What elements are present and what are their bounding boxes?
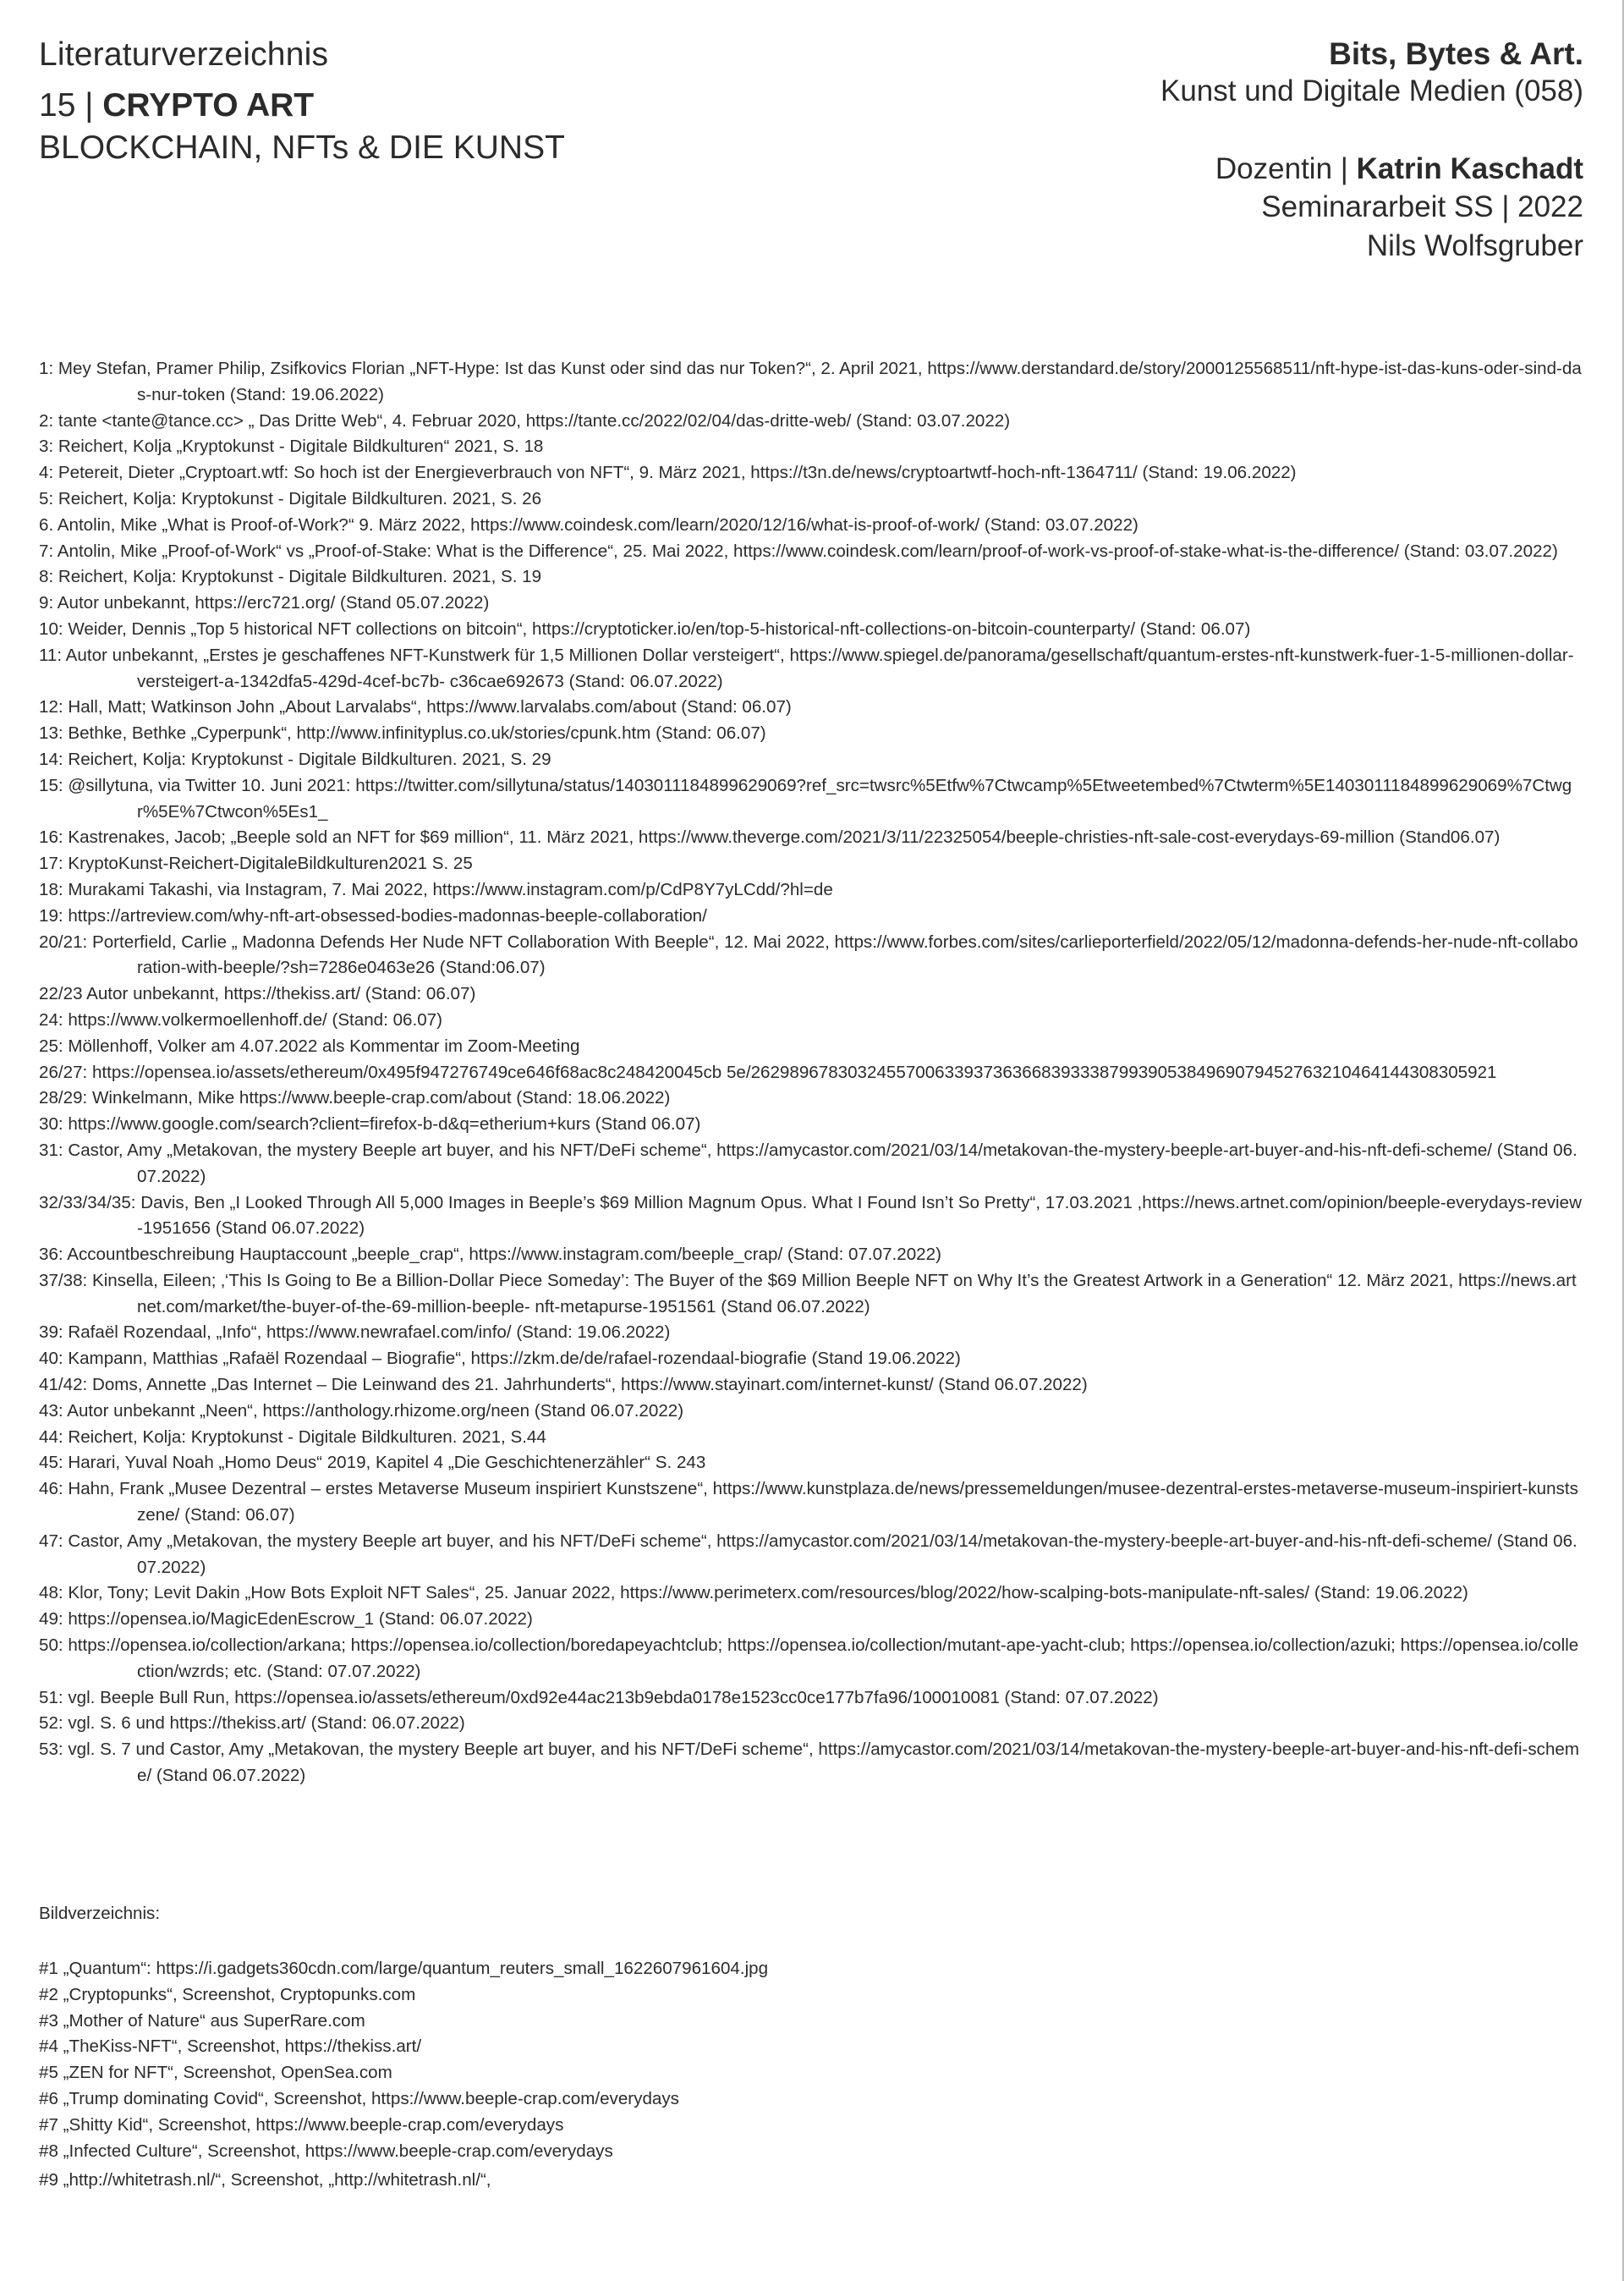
reference-entry: 28/29: Winkelmann, Mike https://www.beeple-crap.com/about (Stand: 18.06.2022) xyxy=(39,1088,671,1108)
reference-entry: 17: KryptoKunst-Reichert-DigitaleBildkulturen2021 S. 25 xyxy=(39,854,473,874)
reference-entry: 44: Reichert, Kolja: Kryptokunst - Digitale Bildkulturen. 2021, S.44 xyxy=(39,1426,546,1447)
reference-entry: 40: Kampann, Matthias „Rafaël Rozendaal – Biografie“, https://zkm.de/de/rafael-rozendaal-biografie (Stand 19.06.2022) xyxy=(39,1349,961,1369)
reference-entry: 19: https://artreview.com/why-nft-art-obsessed-bodies-madonnas-beeple-collaboration/ xyxy=(39,905,707,926)
image-entry: #5 „ZEN for NFT“, Screenshot, OpenSea.com xyxy=(39,2063,392,2083)
reference-entry: 6. Antolin, Mike „What is Proof-of-Work?“ 9. März 2022, https://www.coindesk.com/learn/2020/12/16/what-is-proof-of-work/ (Stand: 03.07.2022) xyxy=(39,514,1138,535)
reference-entry: 4: Petereit, Dieter „Cryptoart.wtf: So hoch ist der Energieverbrauch von NFT“, 9. März 2021, https://t3n.de/news/cryptoartwtf-hoch-nft-1364711/ (Stand: 19.06.2022) xyxy=(39,463,1297,483)
image-entry: #8 „Infected Culture“, Screenshot, https://www.beeple-crap.com/everydays xyxy=(39,2141,613,2161)
reference-entry: 22/23 Autor unbekannt, https://thekiss.art/ (Stand: 06.07) xyxy=(39,984,476,1004)
reference-entry: 48: Klor, Tony; Levit Dakin „How Bots Exploit NFT Sales“, 25. Januar 2022, https://www.perimeterx.com/resources/blog/2022/how-scalping-bots-manipulate-nft-sales/ (Stand: 19.06.2022) xyxy=(39,1583,1468,1603)
reference-entry: 36: Accountbeschreibung Hauptaccount „beeple_crap“, https://www.instagram.com/beeple_crap/ (Stand: 07.07.2022) xyxy=(39,1245,941,1265)
course-title: Bits, Bytes & Art. xyxy=(1329,36,1583,71)
reference-entry: 49: https://opensea.io/MagicEdenEscrow_1 (Stand: 06.07.2022) xyxy=(39,1609,533,1630)
header-right xyxy=(1160,36,1583,266)
reference-entry: 50: https://opensea.io/collection/arkana; https://opensea.io/collection/boredapeyachtclub; https://opensea.io/collection/mutant-ape-yacht-club; https://opensea.io/collection/azuki; https://opensea.io/collection/wzrds; etc. (Stand: 07.07.2022) xyxy=(39,1635,1579,1681)
reference-entry: 41/42: Doms, Annette „Das Internet – Die Leinwand des 21. Jahrhunderts“, https://www.stayinart.com/internet-kunst/ (Stand 06.07.2022) xyxy=(39,1375,1088,1395)
lecturer-label: Dozentin | xyxy=(1215,152,1348,185)
image-entry: #6 „Trump dominating Covid“, Screenshot, https://www.beeple-crap.com/everydays xyxy=(39,2088,679,2108)
image-entry: #3 „Mother of Nature“ aus SuperRare.com xyxy=(39,2010,365,2031)
image-entry: #1 „Quantum“: https://i.gadgets360cdn.com/large/quantum_reuters_small_1622607961604.jpg xyxy=(39,1959,769,1978)
reference-entry: 53: vgl. S. 7 und Castor, Amy „Metakovan, the mystery Beeple art buyer, and his NFT/DeFi scheme“, https://amycastor.com/2021/03/14/metakovan-the-mystery-beeple-art-buyer-and-his-nft-defi-scheme/ (Stand 06.07.2022) xyxy=(39,1740,1580,1786)
image-entry: #4 „TheKiss-NFT“, Screenshot, https://thekiss.art/ xyxy=(39,2036,422,2057)
reference-entry: 18: Murakami Takashi, via Instagram, 7. Mai 2022, https://www.instagram.com/p/CdP8Y7yLCdd/?hl=de xyxy=(39,879,833,899)
reference-entry: 7: Antolin, Mike „Proof-of-Work“ vs „Proof-of-Stake: What is the Difference“, 25. Mai 2022, https://www.coindesk.com/learn/proof-of-work-vs-proof-of-stake-what-is-the-difference/ (Stand: 03.07.2022) xyxy=(39,541,1558,561)
course-subtitle: Kunst und Digitale Medien (058) xyxy=(1160,74,1583,107)
reference-list xyxy=(39,356,1582,1789)
reference-entry: 9: Autor unbekannt, https://erc721.org/ (Stand 05.07.2022) xyxy=(39,593,490,613)
reference-entry: 37/38: Kinsella, Eileen; ‚‘This Is Going to Be a Billion-Dollar Piece Someday’: The Buyer of the $69 Million Beeple NFT on Why It’s the Greatest Artwork in a Generation“ 12. März 2021, https://news.artnet.com/market/the-buyer-of-the-69-million-beeple- nft-metapurse-1951561 (Stand 06.07.2022) xyxy=(39,1270,1577,1316)
reference-entry: 12: Hall, Matt; Watkinson John „About Larvalabs“, https://www.larvalabs.com/about (Stand: 06.07) xyxy=(39,697,792,717)
reference-entry: 47: Castor, Amy „Metakovan, the mystery Beeple art buyer, and his NFT/DeFi scheme“, https://amycastor.com/2021/03/14/metakovan-the-mystery-beeple-art-buyer-and-his-nft-defi-scheme/ (Stand 06.07.2022) xyxy=(39,1531,1577,1577)
image-entry: #7 „Shitty Kid“, Screenshot, https://www.beeple-crap.com/everydays xyxy=(39,2114,564,2135)
image-section-title: Bildverzeichnis: xyxy=(39,1904,161,1923)
reference-entry: 2: tante <tante@tance.cc> „ Das Dritte Web“, 4. Februar 2020, https://tante.cc/2022/02/04/das-dritte-web/ (Stand: 03.07.2022) xyxy=(39,410,1011,431)
header-left xyxy=(39,36,565,168)
chapter-topic: CRYPTO ART xyxy=(102,87,315,124)
reference-entry: 52: vgl. S. 6 und https://thekiss.art/ (Stand: 06.07.2022) xyxy=(39,1713,465,1734)
reference-entry: 11: Autor unbekannt, „Erstes je geschaffenes NFT-Kunstwerk für 1,5 Millionen Dollar versteigert“, https://www.spiegel.de/panorama/gesellschaft/quantum-erstes-nft-kunstwerk-fuer-1-5-millionen-dollar-versteigert-a-1342dfa5-429d-4cef-bc7b- c36cae692673 (Stand: 06.07.2022) xyxy=(39,645,1574,691)
reference-entry: 51: vgl. Beeple Bull Run, https://opensea.io/assets/ethereum/0xd92e44ac213b9ebda0178e1523cc0ce177b7fa96/100010081 (Stand: 07.07.2022) xyxy=(39,1687,1159,1707)
reference-entry: 16: Kastrenakes, Jacob; „Beeple sold an NFT for $69 million“, 11. März 2021, https://www.theverge.com/2021/3/11/22325054/beeple-christies-nft-sale-cost-everydays-69-million (Stand06.07) xyxy=(39,827,1501,848)
reference-entry: 32/33/34/35: Davis, Ben „I Looked Through All 5,000 Images in Beeple’s $69 Million Magnum Opus. What I Found Isn’t So Pretty“, 17.03.2021 ,https://news.artnet.com/opinion/beeple-everydays-review-1951656 (Stand 06.07.2022) xyxy=(39,1192,1582,1239)
reference-entry: 25: Möllenhoff, Volker am 4.07.2022 als Kommentar im Zoom-Meeting xyxy=(39,1036,580,1056)
term: Seminararbeit SS | 2022 xyxy=(1261,190,1583,223)
reference-entry: 13: Bethke, Bethke „Cyperpunk“, http://www.infinityplus.co.uk/stories/cpunk.htm (Stand: 06.07) xyxy=(39,723,766,744)
reference-entry: 3: Reichert, Kolja „Kryptokunst - Digitale Bildkulturen“ 2021, S. 18 xyxy=(39,437,544,457)
lecturer-name: Katrin Kaschadt xyxy=(1356,152,1583,185)
reference-entry: 31: Castor, Amy „Metakovan, the mystery Beeple art buyer, and his NFT/DeFi scheme“, https://amycastor.com/2021/03/14/metakovan-the-mystery-beeple-art-buyer-and-his-nft-defi-scheme/ (Stand 06.07.2022) xyxy=(39,1140,1577,1186)
reference-entry: 1: Mey Stefan, Pramer Philip, Zsifkovics Florian „NFT-Hype: Ist das Kunst oder sind das nur Token?“, 2. April 2021, https://www.derstandard.de/story/2000125568511/nft-hype-ist-das-kuns-oder-sind-das-nur-token (Stand: 19.06.2022) xyxy=(39,359,1582,404)
page-title: Literaturverzeichnis xyxy=(39,36,329,73)
reference-entry: 10: Weider, Dennis „Top 5 historical NFT collections on bitcoin“, https://cryptoticker.io/en/top-5-historical-nft-collections-on-bitcoin-counterparty/ (Stand: 06.07) xyxy=(39,618,1251,639)
reference-entry: 24: https://www.volkermoellenhoff.de/ (Stand: 06.07) xyxy=(39,1009,442,1030)
reference-entry: 20/21: Porterfield, Carlie „ Madonna Defends Her Nude NFT Collaboration With Beeple“, 12. Mai 2022, https://www.forbes.com/sites/carlieporterfield/2022/05/12/madonna-defends-her-nude-nft-collaboration-with-beeple/?sh=7286e0463e26 (Stand:06.07) xyxy=(39,932,1578,978)
chapter-subtitle: BLOCKCHAIN, NFTs & DIE KUNST xyxy=(39,129,565,166)
reference-entry: 8: Reichert, Kolja: Kryptokunst - Digitale Bildkulturen. 2021, S. 19 xyxy=(39,567,542,587)
reference-entry: 46: Hahn, Frank „Musee Dezentral – erstes Metaverse Museum inspiriert Kunstszene“, https://www.kunstplaza.de/news/pressemeldungen/musee-dezentral-erstes-metaverse-museum-inspiriert-kunstszene/ (Stand: 06.07) xyxy=(39,1479,1578,1525)
reference-entry: 43: Autor unbekannt „Neen“, https://anthology.rhizome.org/neen (Stand 06.07.2022) xyxy=(39,1400,684,1421)
reference-entry: 30: https://www.google.com/search?client=firefox-b-d&q=etherium+kurs (Stand 06.07) xyxy=(39,1114,701,1135)
reference-entry: 15: @sillytuna, via Twitter 10. Juni 2021: https://twitter.com/sillytuna/status/1403011184899629069?ref_src=twsrc%5Etfw%7Ctwcamp%5Etweetembed%7Ctwterm%5E1403011184899629069%7Ctwgr%5E%7Ctwcon%5Es1_ xyxy=(39,775,1572,822)
reference-entry: 45: Harari, Yuval Noah „Homo Deus“ 2019, Kapitel 4 „Die Geschichtenerzähler“ S. 243 xyxy=(39,1453,706,1473)
reference-entry: 14: Reichert, Kolja: Kryptokunst - Digitale Bildkulturen. 2021, S. 29 xyxy=(39,749,551,769)
chapter-heading xyxy=(39,86,565,125)
image-entry: #9 „http://whitetrash.nl/“, Screenshot, „http://whitetrash.nl/“, xyxy=(39,2170,491,2190)
image-entry: #2 „Cryptopunks“, Screenshot, Cryptopunks.com xyxy=(39,1984,416,2004)
reference-entry: 26/27: https://opensea.io/assets/ethereum/0x495f947276749ce646f68ac8c248420045cb 5e/26298967830324557006339373636683933387993905384969079452763210464144308305921 xyxy=(39,1062,1497,1082)
author: Nils Wolfsgruber xyxy=(1366,229,1583,262)
chapter-number: 15 | xyxy=(39,87,94,124)
lecturer xyxy=(1160,151,1583,188)
reference-entry: 5: Reichert, Kolja: Kryptokunst - Digitale Bildkulturen. 2021, S. 26 xyxy=(39,488,542,508)
reference-entry: 39: Rafaël Rozendaal, „Info“, https://www.newrafael.com/info/ (Stand: 19.06.2022) xyxy=(39,1322,671,1343)
image-list xyxy=(39,1956,1582,2194)
